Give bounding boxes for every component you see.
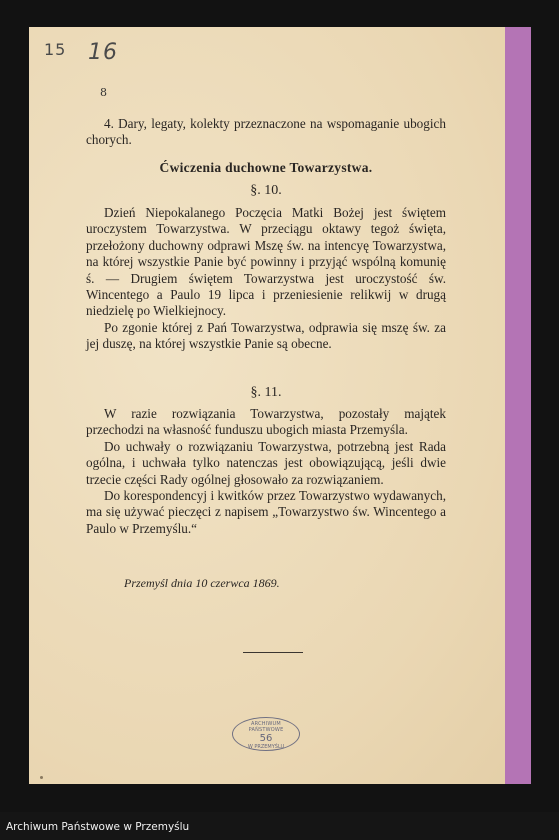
archive-stamp xyxy=(232,717,300,751)
section-11-body xyxy=(86,406,446,537)
footer-bar xyxy=(0,812,559,840)
intro-paragraph: 4. Dary, legaty, kolekty przeznaczone na wspomaganie ubogich chorych. xyxy=(86,116,446,148)
intro-paragraph-block xyxy=(86,116,446,149)
section-10-body xyxy=(86,205,446,353)
section-10-paragraph: Po zgonie której z Pań Towarzystwa, odprawia się mszę św. za jej duszę, na której wszystkie Panie są obecne. xyxy=(86,319,446,352)
stamp-number: 56 xyxy=(259,733,273,744)
footer-archive-name: Archiwum Państwowe w Przemyślu xyxy=(6,821,190,833)
handwritten-number-right: 16 xyxy=(88,40,118,65)
section-10-paragraph: Dzień Niepokalanego Poczęcia Matki Bożej jest świętem uroczystem Towarzystwa. W przeciągu oktawy tegoż święta, przełożony duchowny odprawi Mszę św. na intencyę Towarzystwa, na której wszystkie Panie być powinny i przyjąć wspólną komunię ś. — Drugiem świętem Towarzystwa jest uroczystość św. Wincentego a Paulo 19 lipca i przeniesienie relikwij w drugą niedzielę po Wielkiejnocy. xyxy=(86,205,446,319)
handwritten-number-left: 15 xyxy=(44,40,67,59)
place-date-signature: Przemyśl dnia 10 czerwca 1869. xyxy=(124,576,280,590)
stamp-bottom-text: W PRZEMYŚLU xyxy=(247,744,285,750)
section-11-label: §. 11. xyxy=(250,385,282,400)
section-10-label: §. 10. xyxy=(250,183,282,198)
binding-ribbon xyxy=(505,27,531,784)
paper-speck xyxy=(40,776,43,779)
section-heading: Ćwiczenia duchowne Towarzystwa. xyxy=(159,160,373,175)
closing-rule xyxy=(243,652,303,653)
section-11-paragraph: Do uchwały o rozwiązaniu Towarzystwa, potrzebną jest Rada ogólna, i uchwała tylko natenczas jest obowiązującą, jeśli dwie trzecie części Rady ogólnej głosowało za rozwiązaniem. xyxy=(86,438,446,487)
stamp-top-text: ARCHIWUM PAŃSTWOWE xyxy=(248,721,284,733)
section-11-paragraph: Do korespondencyj i kwitków przez Towarzystwo wydawanych, ma się używać pieczęci z napisem „Towarzystwo św. Wincentego a Paulo w Przemyślu.“ xyxy=(86,488,446,536)
section-11-paragraph: W razie rozwiązania Towarzystwa, pozostały majątek przechodzi na własność funduszu ubogich miasta Przemyśla. xyxy=(86,406,446,438)
page-number: 8 xyxy=(100,86,107,99)
